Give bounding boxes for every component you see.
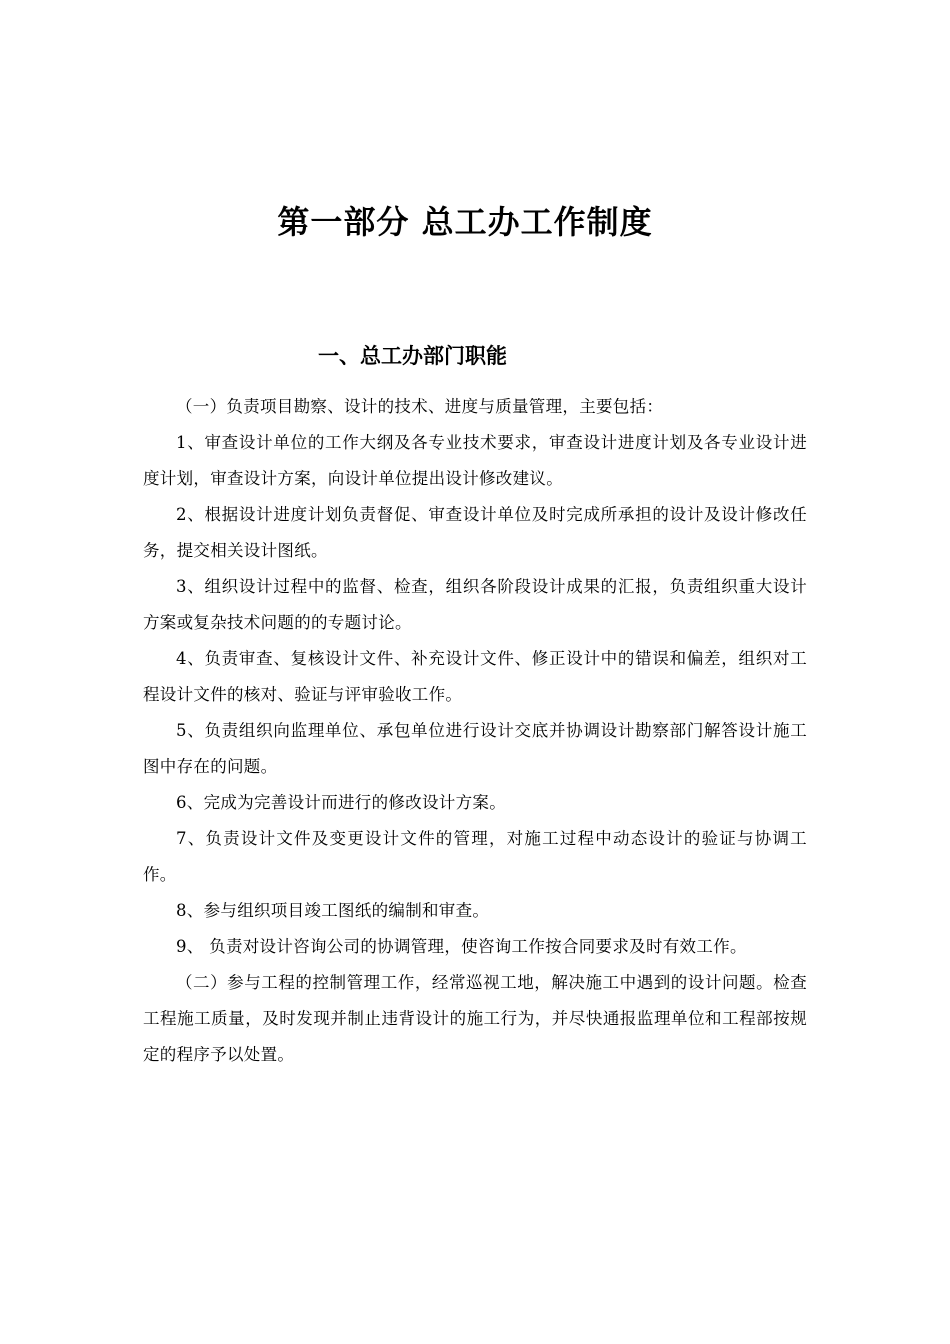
paragraph-item-2: 2、根据设计进度计划负责督促、审查设计单位及时完成所承担的设计及设计修改任务，提交相关设计图纸。 [143, 505, 807, 560]
paragraph-item-3: 3、组织设计过程中的监督、检查，组织各阶段设计成果的汇报，负责组织重大设计方案或复杂技术问题的的专题讨论。 [143, 577, 807, 632]
paragraph-item-4: 4、负责审查、复核设计文件、补充设计文件、修正设计中的错误和偏差，组织对工程设计文件的核对、验证与评审验收工作。 [143, 649, 807, 704]
paragraph-intro-2: （二）参与工程的控制管理工作，经常巡视工地，解决施工中遇到的设计问题。检查工程施工质量，及时发现并制止违背设计的施工行为，并尽快通报监理单位和工程部按规定的程序予以处置。 [143, 973, 807, 1064]
paragraph-item-5: 5、负责组织向监理单位、承包单位进行设计交底并协调设计勘察部门解答设计施工图中存在的问题。 [143, 721, 807, 776]
paragraph-item-9: 9、 负责对设计咨询公司的协调管理，使咨询工作按合同要求及时有效工作。 [176, 937, 747, 956]
paragraph-intro-1: （一）负责项目勘察、设计的技术、进度与质量管理，主要包括： [176, 397, 664, 416]
paragraph-item-8: 8、参与组织项目竣工图纸的编制和审查。 [176, 901, 490, 920]
paragraph-item-7: 7、负责设计文件及变更设计文件的管理，对施工过程中动态设计的验证与协调工作。 [143, 829, 807, 884]
paragraph-item-1: 1、审查设计单位的工作大纲及各专业技术要求，审查设计进度计划及各专业设计进度计划，审查设计方案，向设计单位提出设计修改建议。 [143, 433, 807, 488]
section-heading: 一、总工办部门职能 [318, 344, 507, 368]
body-text [143, 389, 807, 1073]
paragraph-item-6: 6、完成为完善设计而进行的修改设计方案。 [176, 793, 506, 812]
document-title: 第一部分 总工办工作制度 [277, 203, 653, 241]
